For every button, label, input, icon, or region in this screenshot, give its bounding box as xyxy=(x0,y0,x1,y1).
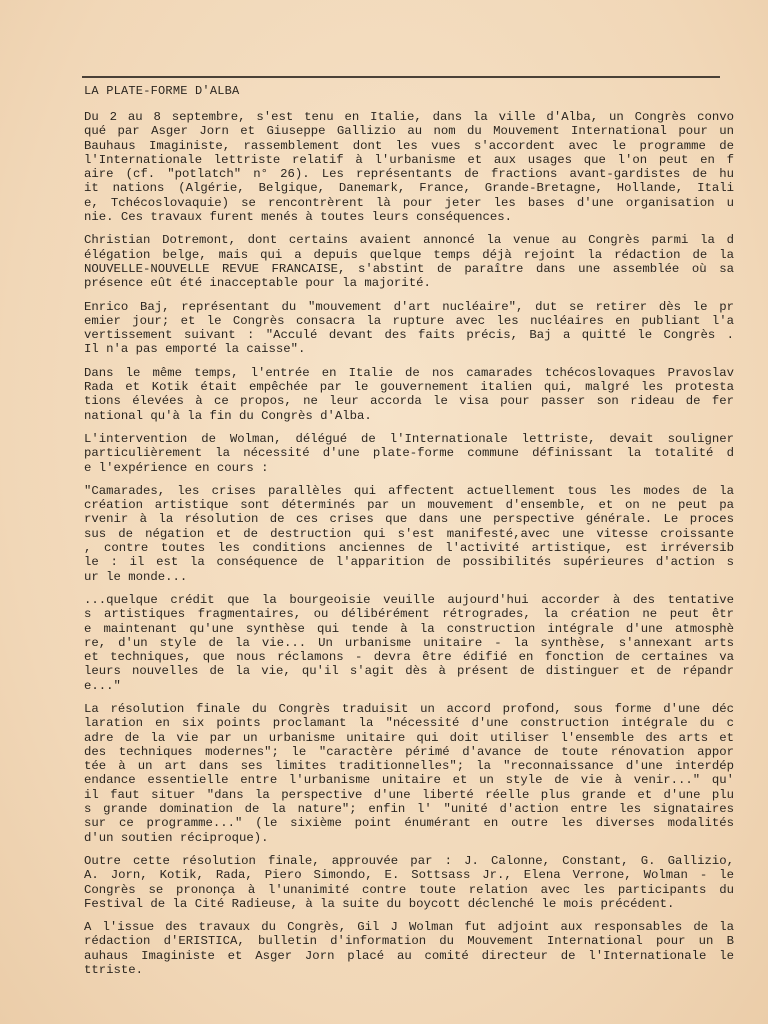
text-line: e l'expérience en cours : xyxy=(84,460,269,475)
paragraph xyxy=(84,366,734,423)
text-line: Congrès se prononça à l'unanimité contre toute relation avec les participants du xyxy=(84,882,734,897)
text-line: , contre toutes les conditions anciennes de l'activité artistique, est irréversib xyxy=(84,541,734,556)
text-line: et techniques, que nous réclamons - devra être édifié en fonction de certaines va xyxy=(84,650,734,665)
text-line: Du 2 au 8 septembre, s'est tenu en Italie, dans la ville d'Alba, un Congrès convo xyxy=(84,110,734,124)
text-line: ur le monde... xyxy=(84,569,188,584)
text-line: re, d'un style de la vie... Un urbanisme unitaire - la synthèse, s'annexant arts xyxy=(84,635,734,650)
text-line: auhaus Imaginiste et Asger Jorn placé au comité directeur de l'Internationale le xyxy=(84,948,734,963)
text-line: L'intervention de Wolman, délégué de l'Internationale lettriste, devait souligner xyxy=(84,431,734,446)
text-line: vertissement suivant : "Acculé devant des faits précis, Baj a quitté le Congrès . xyxy=(84,328,734,343)
text-line: ...quelque crédit que la bourgeoisie veuille aujourd'hui accorder à des tentative xyxy=(84,592,734,607)
text-line: il faut situer "dans la perspective d'une liberté réelle plus grande et d'une plu xyxy=(84,787,734,802)
text-line: Il n'a pas emporté la caisse". xyxy=(84,342,306,357)
text-line: Bauhaus Imaginiste, rassemblement dont les vues s'accordent avec le programme de xyxy=(84,138,734,153)
paragraph xyxy=(84,854,734,911)
text-line: rédaction d'ERISTICA, bulletin d'information du Mouvement International pour un B xyxy=(84,934,734,949)
text-line: rvenir à la résolution de ces crises que dans une perspective générale. Le proces xyxy=(84,512,734,527)
text-line: tions élevées à ce propos, ne leur accorda le visa pour passer son rideau de fer xyxy=(84,394,734,409)
text-line: tée à un art dans ses limites traditionnelles"; la "reconnaissance d'une interdép xyxy=(84,759,734,774)
paragraph xyxy=(84,432,734,475)
text-line: s artistiques fragmentaires, ou délibérément rétrogrades, la création ne peut êtr xyxy=(84,607,734,622)
text-line: La résolution finale du Congrès traduisit un accord profond, sous forme d'une déc xyxy=(84,701,734,716)
text-line: Festival de la Cité Radieuse, à la suite du boycott déclenché le mois précédent. xyxy=(84,896,675,911)
paragraph xyxy=(84,233,734,290)
text-line: leurs nouvelles de la vie, qu'il s'agit dès à présent de distinguer et de répandr xyxy=(84,664,734,679)
text-line: NOUVELLE-NOUVELLE REVUE FRANCAISE, s'abstint de paraître dans une assemblée où sa xyxy=(84,261,734,276)
text-line: Outre cette résolution finale, approuvée par : J. Calonne, Constant, G. Gallizio, xyxy=(84,853,734,868)
text-line: création artistique sont déterminés par un mouvement d'ensemble, et on ne peut pa xyxy=(84,498,734,513)
text-line: sur ce programme..." (le sixième point énumérant en outre les diverses modalités xyxy=(84,816,734,831)
document-title: LA PLATE-FORME D'ALBA xyxy=(84,84,240,98)
text-line: s grande domination de la nature"; enfin l' "unité d'action entre les signataires xyxy=(84,802,734,817)
text-line: emier jour; et le Congrès consacra la rupture avec les nucléaires en publiant l'a xyxy=(84,313,734,328)
paragraph xyxy=(84,300,734,357)
text-line: Christian Dotremont, dont certains avaient annoncé la venue au Congrès parmi la d xyxy=(84,233,734,248)
text-line: des techniques modernes"; le "caractère périmé d'avance de toute rénovation appor xyxy=(84,744,734,759)
text-line: Enrico Baj, représentant du "mouvement d'art nucléaire", dut se retirer dès le pr xyxy=(84,299,734,314)
text-line: e..." xyxy=(84,678,121,693)
text-line: it nations (Algérie, Belgique, Danemark, France, Grande-Bretagne, Hollande, Itali xyxy=(84,181,734,196)
text-line: "Camarades, les crises parallèles qui affectent actuellement tous les modes de la xyxy=(84,483,734,498)
text-line: endance essentielle entre l'urbanisme unitaire et un style de vie à venir..." qu' xyxy=(84,773,734,788)
text-line: présence eût été inacceptable pour la majorité. xyxy=(84,276,431,291)
text-line: laration en six points proclamant la "nécessité d'une construction intégrale du c xyxy=(84,716,734,731)
text-line: national qu'à la fin du Congrès d'Alba. xyxy=(84,408,372,423)
document-body xyxy=(84,110,734,977)
text-line: l'Internationale lettriste relatif à l'urbanisme et aux usages que l'on peut en f xyxy=(84,152,734,167)
text-line: qué par Asger Jorn et Giuseppe Gallizio au nom du Mouvement International pour un xyxy=(84,124,734,139)
text-line: le : il est la conséquence de l'apparition de possibilités supérieures d'action s xyxy=(84,555,734,570)
text-line: aire (cf. "potlatch" n° 26). Les représentants de fractions avant-gardistes de hu xyxy=(84,167,734,182)
text-line: e, Tchécoslovaquie) se rencontrèrent là pour jeter les bases d'une organisation u xyxy=(84,195,734,210)
paragraph xyxy=(84,484,734,584)
paragraph xyxy=(84,593,734,693)
text-line: élégation belge, mais qui a depuis quelque temps déjà rejoint la rédaction de la xyxy=(84,247,734,262)
text-line: adre de la vie par un urbanisme unitaire qui doit utiliser l'ensemble des arts et xyxy=(84,730,734,745)
text-line: A. Jorn, Kotik, Rada, Piero Simondo, E. Sottsass Jr., Elena Verrone, Wolman - le xyxy=(84,868,734,883)
text-line: nie. Ces travaux furent menés à toutes leurs conséquences. xyxy=(84,210,513,225)
text-line: ttriste. xyxy=(84,963,144,978)
text-line: d'un soutien réciproque). xyxy=(84,830,269,845)
text-line: Dans le même temps, l'entrée en Italie de nos camarades tchécoslovaques Pravoslav xyxy=(84,365,734,380)
text-line: sus de négation et de destruction qui s'est manifesté,avec une vitesse croissante xyxy=(84,526,734,541)
text-line: particulièrement la nécessité d'une plate-forme commune définissant la totalité d xyxy=(84,446,734,461)
paragraph xyxy=(84,110,734,224)
text-line: A l'issue des travaux du Congrès, Gil J Wolman fut adjoint aux responsables de la xyxy=(84,920,734,935)
text-line: e maintenant qu'une synthèse qui tende à la construction intégrale d'une atmosphè xyxy=(84,621,734,636)
document-page xyxy=(84,84,734,980)
paragraph xyxy=(84,920,734,977)
paragraph xyxy=(84,702,734,845)
text-line: Rada et Kotik était empêchée par le gouvernement italien qui, malgré les protesta xyxy=(84,380,734,395)
top-rule xyxy=(82,76,720,78)
